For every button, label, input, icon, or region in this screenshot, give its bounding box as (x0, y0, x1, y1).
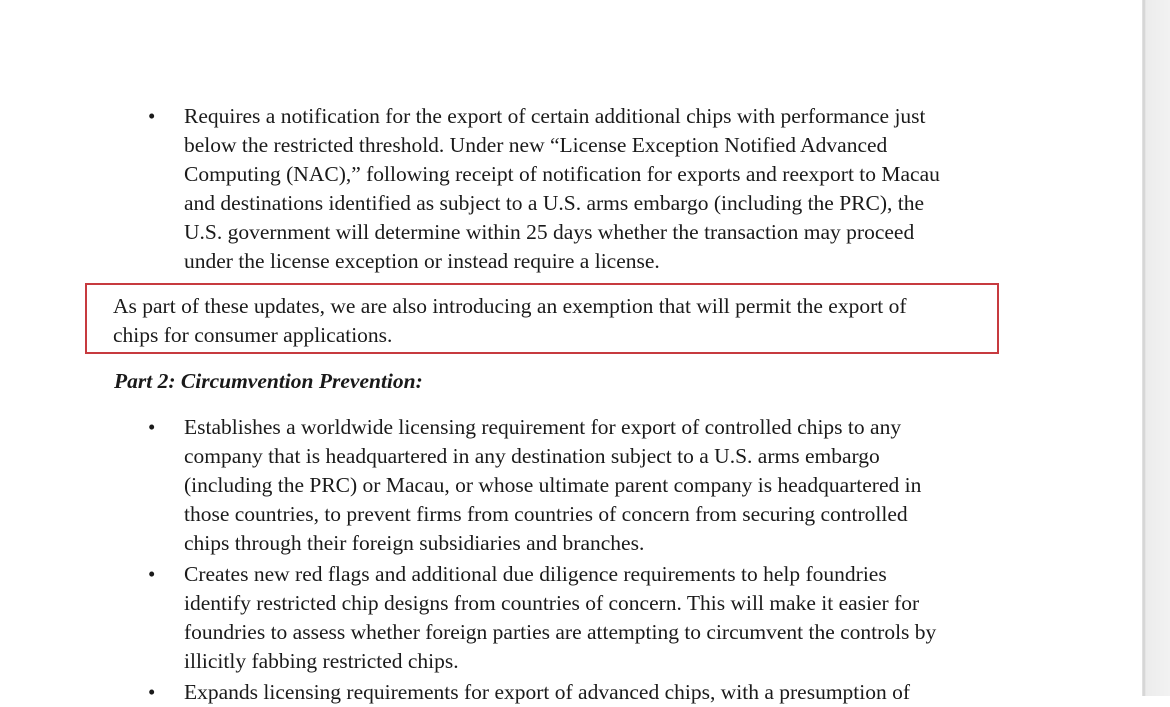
text-line: (including the PRC) or Macau, or whose ultimate parent company is headquartered in (184, 473, 922, 497)
bullet-icon: • (148, 104, 156, 128)
text-line: foundries to assess whether foreign parties are attempting to circumvent the controls by (184, 620, 937, 644)
text-line: Establishes a worldwide licensing requirement for export of controlled chips to any (184, 415, 902, 439)
list-item (148, 102, 1014, 276)
text-line: chips through their foreign subsidiaries and branches. (184, 531, 645, 555)
text-line: As part of these updates, we are also introducing an exemption that will permit the export of (113, 294, 907, 318)
text-line: under the license exception or instead require a license. (184, 249, 660, 273)
text-line: Creates new red flags and additional due diligence requirements to help foundries (184, 562, 887, 586)
bullet-icon: • (148, 680, 156, 704)
text-line: Computing (NAC),” following receipt of notification for exports and reexport to Macau (184, 162, 940, 186)
text-line: chips for consumer applications. (113, 323, 393, 347)
text-line: U.S. government will determine within 25 days whether the transaction may proceed (184, 220, 915, 244)
bullet-icon: • (148, 562, 156, 586)
text-line: company that is headquartered in any destination subject to a U.S. arms embargo (184, 444, 880, 468)
bullet-icon: • (148, 415, 156, 439)
text-line: Expands licensing requirements for export of advanced chips, with a presumption of (184, 680, 911, 704)
text-line: below the restricted threshold. Under new “License Exception Notified Advanced (184, 133, 888, 157)
part1-bullet-list (148, 102, 1014, 276)
section-heading: Part 2: Circumvention Prevention: (114, 369, 423, 393)
part2-bullet-list (148, 413, 1014, 707)
highlighted-paragraph (113, 292, 906, 350)
text-line: those countries, to prevent firms from countries of concern from securing controlled (184, 502, 908, 526)
scrollbar-gutter[interactable] (1142, 0, 1170, 696)
text-line: identify restricted chip designs from countries of concern. This will make it easier for (184, 591, 920, 615)
list-item (148, 560, 1014, 676)
text-line: and destinations identified as subject to a U.S. arms embargo (including the PRC), the (184, 191, 925, 215)
list-item (148, 413, 1014, 558)
list-item (148, 678, 1014, 707)
text-line: illicitly fabbing restricted chips. (184, 649, 459, 673)
text-line: Requires a notification for the export of certain additional chips with performance just (184, 104, 926, 128)
